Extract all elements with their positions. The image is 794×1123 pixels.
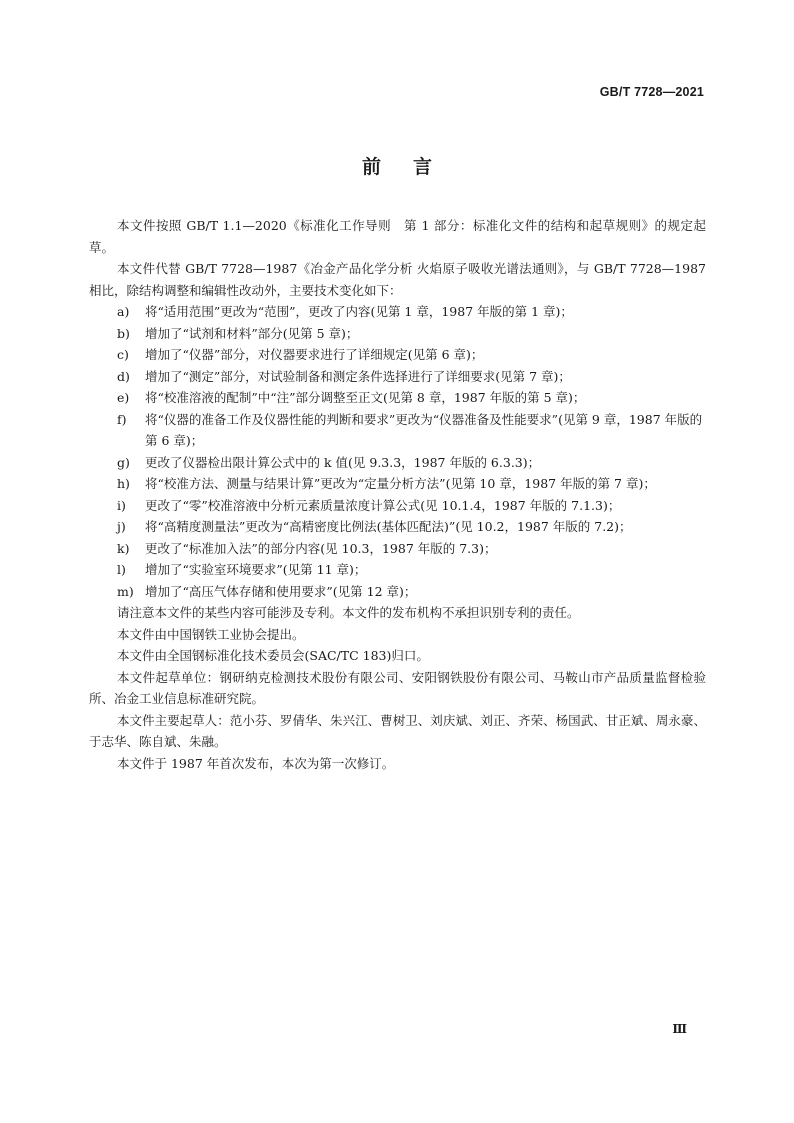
changes-list — [89, 301, 706, 602]
list-item — [89, 538, 706, 560]
list-item-text: 将“高精度测量法”更改为“高精密度比例法(基体匹配法)”(见 10.2，1987 年版的 7.2)； — [145, 519, 632, 534]
paragraph: 本文件按照 GB/T 1.1—2020《标准化工作导则 第 1 部分：标准化文件的结构和起草规则》的规定起草。 — [89, 218, 706, 255]
document-code: GB/T 7728—2021 — [599, 85, 704, 99]
list-marker: d) — [117, 368, 130, 384]
paragraph: 本文件由中国钢铁工业协会提出。 — [117, 626, 305, 642]
list-item-text: 将“校准溶液的配制”中“注”部分调整至正文(见第 8 章，1987 年版的第 5 章)； — [145, 390, 586, 405]
list-item-text: 更改了仪器检出限计算公式中的 k 值(见 9.3.3，1987 年版的 6.3.3)； — [145, 454, 541, 470]
list-marker: c) — [117, 347, 129, 362]
list-marker: e) — [117, 390, 130, 405]
list-item — [89, 516, 706, 538]
list-item — [89, 495, 706, 517]
list-marker: i) — [117, 497, 126, 513]
paragraph: 请注意本文件的某些内容可能涉及专利。本文件的发布机构不承担识别专利的责任。 — [117, 605, 580, 620]
page-number: Ⅲ — [672, 1022, 687, 1036]
list-marker: k) — [117, 540, 130, 556]
list-item — [89, 559, 706, 581]
list-item — [89, 301, 706, 323]
list-marker: h) — [117, 476, 130, 491]
paragraph: 本文件由全国钢标准化技术委员会(SAC/TC 183)归口。 — [117, 648, 429, 663]
list-item — [89, 387, 706, 409]
page-title-text: 前言 — [361, 156, 464, 178]
list-item — [89, 409, 706, 452]
paragraph: 本文件起草单位：钢研纳克检测技术股份有限公司、安阳钢铁股份有限公司、马鞍山市产品质量监督检验所、冶金工业信息标准研究院。 — [89, 669, 706, 706]
list-item-text: 更改了“标准加入法”的部分内容(见 10.3，1987 年版的 7.3)； — [145, 540, 497, 556]
list-item-text: 更改了“零”校准溶液中分析元素质量浓度计算公式(见 10.1.4，1987 年版的 7.1.3)； — [145, 497, 621, 513]
list-marker: l) — [117, 562, 126, 577]
list-item-text: 将“适用范围”更改为“范围”，更改了内容(见第 1 章，1987 年版的第 1 章)； — [145, 304, 573, 319]
list-item — [89, 581, 706, 603]
list-item-text: 增加了“测定”部分，对试验制备和测定条件选择进行了详细要求(见第 7 章)； — [145, 368, 571, 384]
list-item-text: 增加了“高压气体存储和使用要求”(见第 12 章)； — [145, 583, 417, 599]
list-marker: m) — [117, 583, 134, 599]
list-marker: g) — [117, 454, 130, 470]
paragraph: 本文件主要起草人：范小芬、罗倩华、朱兴江、曹树卫、刘庆斌、刘正、齐荣、杨国武、甘正斌、周永豪、于志华、陈自斌、朱融。 — [89, 712, 706, 749]
list-marker: f) — [117, 411, 127, 427]
list-item — [89, 473, 706, 495]
list-marker: a) — [117, 304, 130, 319]
list-item — [89, 323, 706, 345]
list-item-text: 将“仪器的准备工作及仪器性能的判断和要求”更改为“仪器准备及性能要求”(见第 9 章，1987 年版的第 6 章)； — [145, 411, 703, 448]
list-item-text: 增加了“试剂和材料”部分(见第 5 章)； — [145, 325, 359, 341]
list-item — [89, 452, 706, 474]
paragraph: 本文件代替 GB/T 7728—1987《冶金产品化学分析 火焰原子吸收光谱法通则》，与 GB/T 7728—1987 相比，除结构调整和编辑性改动外，主要技术变化如下： — [89, 261, 706, 298]
list-item-text: 将“校准方法、测量与结果计算”更改为“定量分析方法”(见第 10 章，1987 年版的第 7 章)； — [145, 476, 656, 491]
list-item-text: 增加了“仪器”部分，对仪器要求进行了详细规定(见第 6 章)； — [145, 347, 484, 362]
preface-body — [89, 215, 706, 774]
page-title — [0, 152, 794, 179]
list-item — [89, 344, 706, 366]
list-marker: j) — [117, 519, 126, 534]
list-item — [89, 366, 706, 388]
paragraph: 本文件于 1987 年首次发布，本次为第一次修订。 — [117, 755, 395, 771]
list-marker: b) — [117, 325, 130, 341]
list-item-text: 增加了“实验室环境要求”(见第 11 章)； — [145, 562, 367, 577]
